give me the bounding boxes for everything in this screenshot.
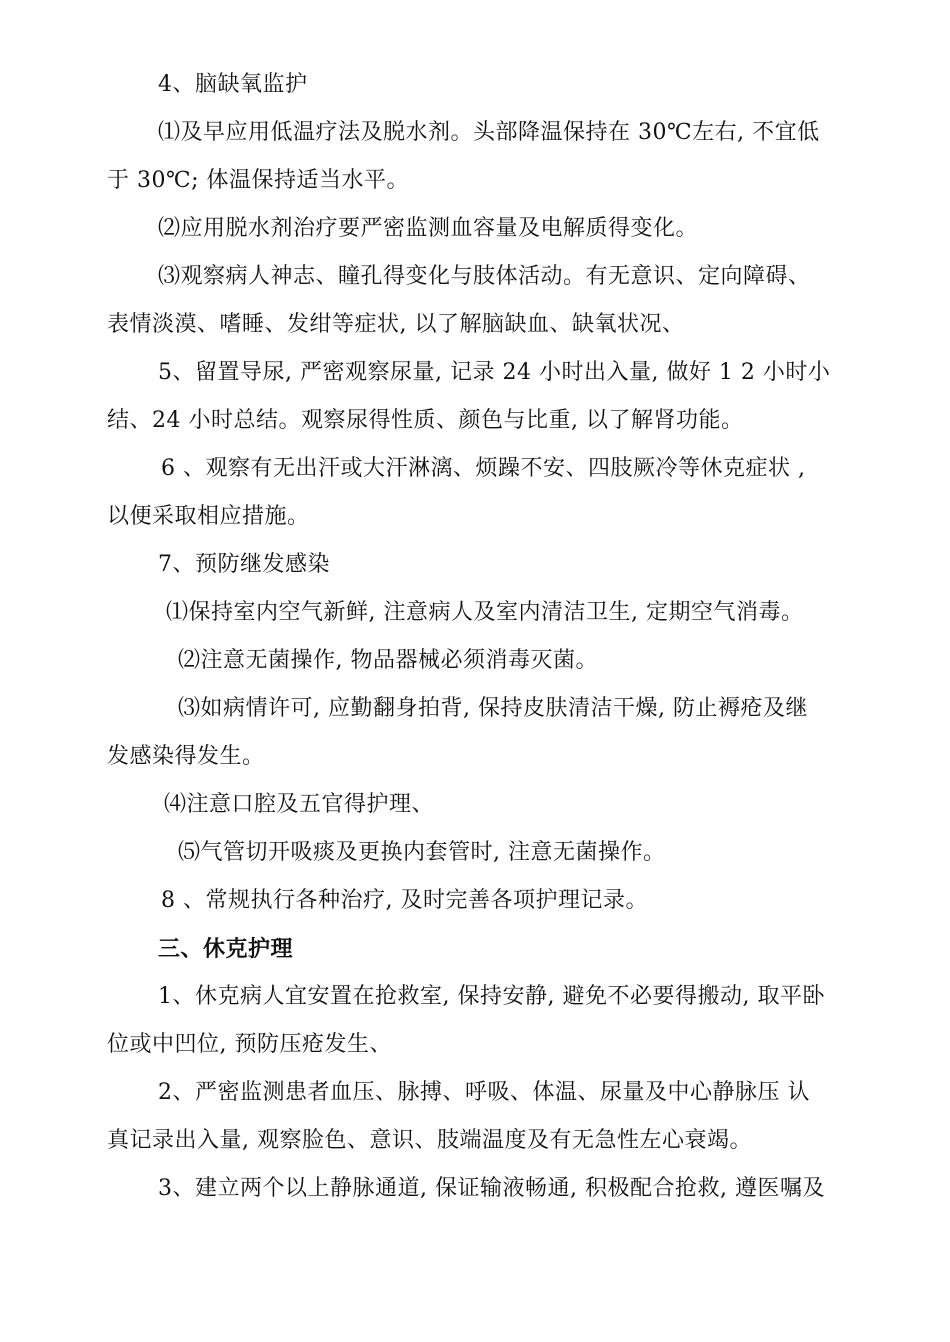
text-line: ⑷注意口腔及五官得护理、 bbox=[164, 792, 435, 817]
text-line: ⑵应用脱水剂治疗要严密监测血容量及电解质得变化。 bbox=[158, 216, 699, 241]
text-line: 6 、观察有无出汗或大汗淋漓、烦躁不安、四肢厥冷等休克症状 , bbox=[161, 456, 806, 481]
text-line: 7、预防继发感染 bbox=[158, 552, 330, 577]
text-line: 真记录出入量, 观察脸色、意识、肢端温度及有无急性左心衰竭。 bbox=[107, 1128, 752, 1153]
text-line: 于 30℃; 体温保持适当水平。 bbox=[107, 168, 410, 193]
section-heading: 三、休克护理 bbox=[158, 936, 294, 962]
text-line: ⑶观察病人神志、瞳孔得变化与肢体活动。有无意识、定向障碍、 bbox=[158, 264, 811, 289]
text-line: 3、建立两个以上静脉通道, 保证输液畅通, 积极配合抢救, 遵医嘱及 bbox=[158, 1176, 825, 1201]
text-line: ⑶如病情许可, 应勤翻身拍背, 保持皮肤清洁干燥, 防止褥疮及继 bbox=[178, 696, 808, 721]
text-line: 位或中凹位, 预防压疮发生、 bbox=[107, 1032, 392, 1057]
text-line: 以便采取相应措施。 bbox=[107, 504, 310, 529]
text-line: ⑵注意无菌操作, 物品器械必须消毒灭菌。 bbox=[178, 648, 598, 673]
text-line: 2、严密监测患者血压、脉搏、呼吸、体温、尿量及中心静脉压 认 bbox=[158, 1080, 810, 1105]
text-line: 结、24 小时总结。观察尿得性质、颜色与比重, 以了解肾功能。 bbox=[107, 408, 744, 433]
text-line: ⑴及早应用低温疗法及脱水剂。头部降温保持在 30℃左右, 不宜低 bbox=[158, 120, 820, 145]
text-line: 4、脑缺氧监护 bbox=[158, 72, 308, 97]
text-line: ⑴保持室内空气新鲜, 注意病人及室内清洁卫生, 定期空气消毒。 bbox=[166, 600, 804, 625]
text-line: 表情淡漠、嗜睡、发绀等症状, 以了解脑缺血、缺氧状况、 bbox=[107, 312, 685, 337]
text-line: ⑸气管切开吸痰及更换内套管时, 注意无菌操作。 bbox=[178, 840, 666, 865]
text-line: 发感染得发生。 bbox=[107, 744, 265, 769]
text-line: 8 、常规执行各种治疗, 及时完善各项护理记录。 bbox=[161, 888, 648, 913]
text-line: 1、休克病人宜安置在抢救室, 保持安静, 避免不必要得搬动, 取平卧 bbox=[158, 984, 825, 1009]
text-line: 5、留置导尿, 严密观察尿量, 记录 24 小时出入量, 做好 1 2 小时小 bbox=[158, 360, 831, 385]
